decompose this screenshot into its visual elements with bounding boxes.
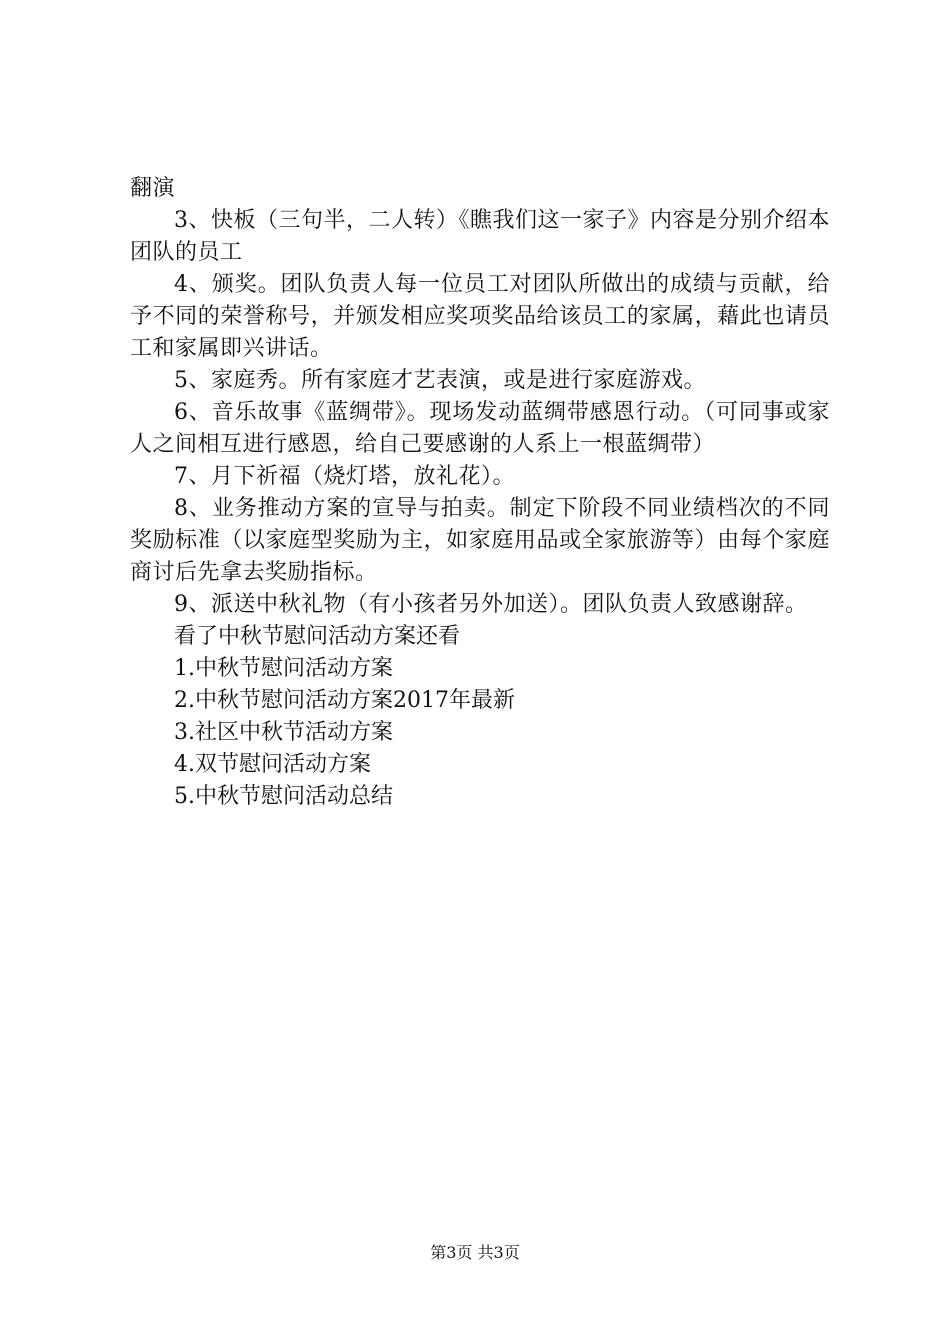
paragraph-item-8: 8、业务推动方案的宣导与拍卖。制定下阶段不同业绩档次的不同奖励标准（以家庭型奖励为主，如家庭用品或全家旅游等）由每个家庭商讨后先拿去奖励指标。 bbox=[130, 496, 830, 585]
page-number: 第3页 共3页 bbox=[430, 1243, 520, 1262]
related-link-4[interactable]: 4.双节慰问活动方案 bbox=[174, 752, 371, 777]
related-heading: 看了中秋节慰问活动方案还看 bbox=[174, 624, 461, 649]
related-link-1[interactable]: 1.中秋节慰问活动方案 bbox=[174, 656, 393, 681]
paragraph-item-9: 9、派送中秋礼物（有小孩者另外加送）。团队负责人致感谢辞。 bbox=[174, 592, 808, 617]
paragraph-item-4: 4、颁奖。团队负责人每一位员工对团队所做出的成绩与贡献，给予不同的荣誉称号，并颁发相应奖项奖品给该员工的家属，藉此也请员工和家属即兴讲话。 bbox=[130, 272, 830, 361]
related-link-2[interactable]: 2.中秋节慰问活动方案2017年最新 bbox=[174, 688, 515, 713]
paragraph-item-6: 6、音乐故事《蓝绸带》。现场发动蓝绸带感恩行动。（可同事或家人之间相互进行感恩，给自己要感谢的人系上一根蓝绸带） bbox=[130, 400, 830, 457]
document-body bbox=[130, 173, 830, 813]
paragraph-item-7: 7、月下祈福（烧灯塔，放礼花）。 bbox=[174, 464, 515, 489]
paragraph-item-5: 5、家庭秀。所有家庭才艺表演，或是进行家庭游戏。 bbox=[174, 368, 706, 393]
related-link-3[interactable]: 3.社区中秋节活动方案 bbox=[174, 720, 393, 745]
related-link-5[interactable]: 5.中秋节慰问活动总结 bbox=[174, 784, 393, 809]
paragraph-item-3: 3、快板（三句半，二人转）《瞧我们这一家子》内容是分别介绍本团队的员工 bbox=[130, 208, 830, 265]
paragraph-fragment: 翻演 bbox=[130, 176, 176, 201]
